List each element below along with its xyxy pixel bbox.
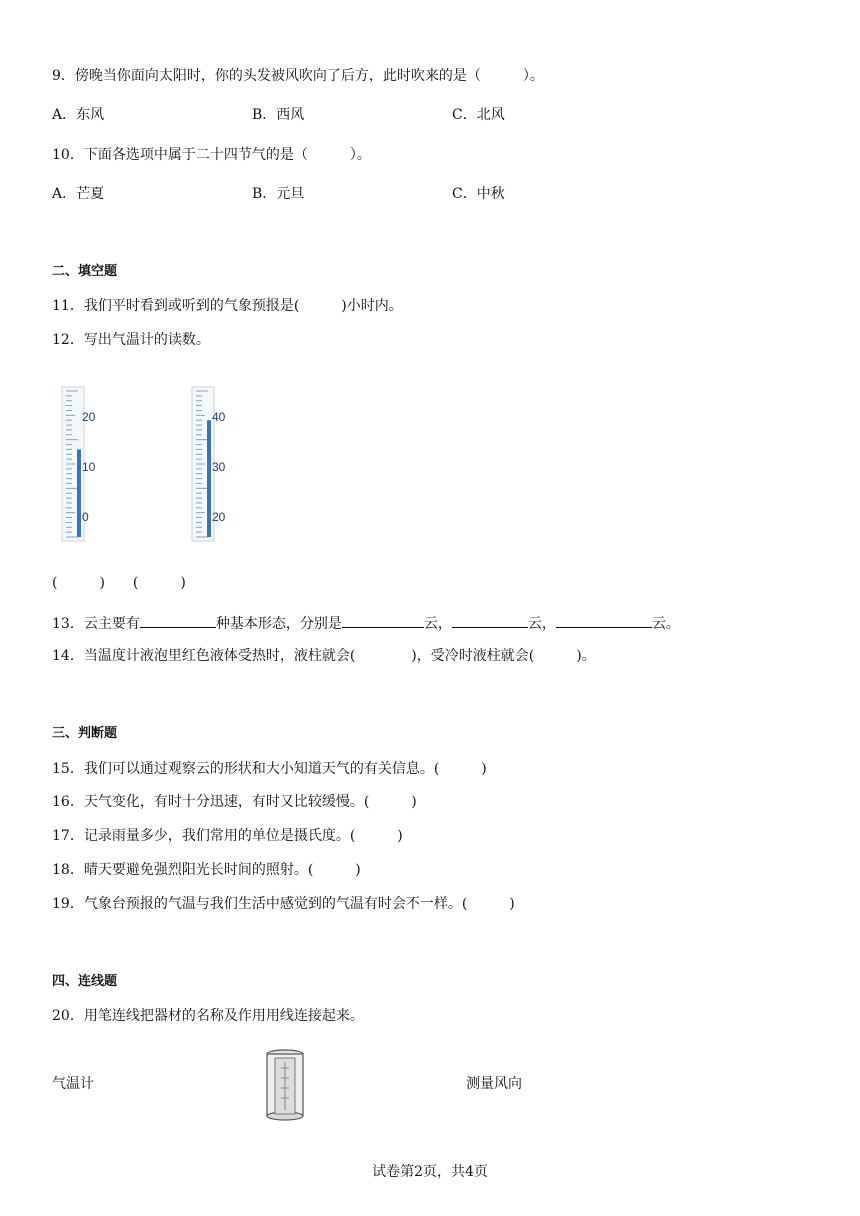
q10-option-a: A．芒夏 (52, 186, 105, 202)
q13-part-5: 云。 (651, 616, 680, 632)
question-10: 10．下面各选项中属于二十四节气的是（ ）。 (52, 147, 371, 163)
section-title-matching: 四、连线题 (52, 974, 118, 989)
q13-part-3: 云， (423, 616, 452, 632)
thermo-left-label-top: 20 (82, 410, 96, 424)
thermo-left-label-bottom: 0 (82, 510, 89, 524)
question-19: 19．气象台预报的气温与我们生活中感觉到的气温有时会不一样。( ) (52, 896, 515, 912)
q13-blank-4 (556, 613, 652, 628)
q10-option-b: B．元旦 (252, 186, 305, 202)
thermo-right-label-mid: 30 (212, 460, 226, 474)
thermo-right-label-bottom: 20 (212, 510, 226, 524)
q9-option-b: B．西风 (252, 107, 305, 123)
question-17: 17．记录雨量多少，我们常用的单位是摄氏度。( ) (52, 828, 403, 844)
section-title-fill-in: 二、填空题 (52, 264, 118, 279)
instrument-image (262, 1048, 308, 1122)
q9-option-c: C．北风 (452, 107, 505, 123)
q13-part-2: 种基本形态，分别是 (215, 616, 342, 632)
question-18: 18．晴天要避免强烈阳光长时间的照射。( ) (52, 862, 361, 878)
q12-answer-blanks: ( ) ( ) (52, 575, 186, 591)
thermo-left-label-mid: 10 (82, 460, 96, 474)
question-14: 14．当温度计液泡里红色液体受热时，液柱就会( )，受冷时液柱就会( )。 (52, 648, 596, 664)
question-9: 9．傍晚当你面向太阳时，你的头发被风吹向了后方，此时吹来的是（ ）。 (52, 68, 544, 84)
question-20: 20．用笔连线把器材的名称及作用用线连接起来。 (52, 1008, 364, 1024)
q13-part-1: 13．云主要有 (52, 616, 140, 632)
q13-blank-2 (342, 613, 424, 628)
question-11: 11．我们平时看到或听到的气象预报是( )小时内。 (52, 298, 403, 314)
q9-option-a: A．东风 (52, 107, 105, 123)
matching-left-label: 气温计 (52, 1076, 94, 1092)
q10-option-c: C．中秋 (452, 186, 505, 202)
question-12: 12．写出气温计的读数。 (52, 332, 210, 348)
q13-blank-1 (140, 613, 216, 628)
question-15: 15．我们可以通过观察云的形状和大小知道天气的有关信息。( ) (52, 761, 487, 777)
question-13 (52, 613, 680, 633)
thermo-right-label-top: 40 (212, 410, 226, 424)
section-title-true-false: 三、判断题 (52, 726, 118, 741)
question-16: 16．天气变化，有时十分迅速，有时又比较缓慢。( ) (52, 794, 417, 810)
q13-part-4: 云， (527, 616, 556, 632)
page-footer: 试卷第2页，共4页 (372, 1164, 488, 1180)
matching-right-label: 测量风向 (466, 1076, 522, 1092)
thermometer-right-image (188, 385, 234, 543)
thermometer-left-image (58, 385, 104, 543)
q13-blank-3 (452, 613, 528, 628)
